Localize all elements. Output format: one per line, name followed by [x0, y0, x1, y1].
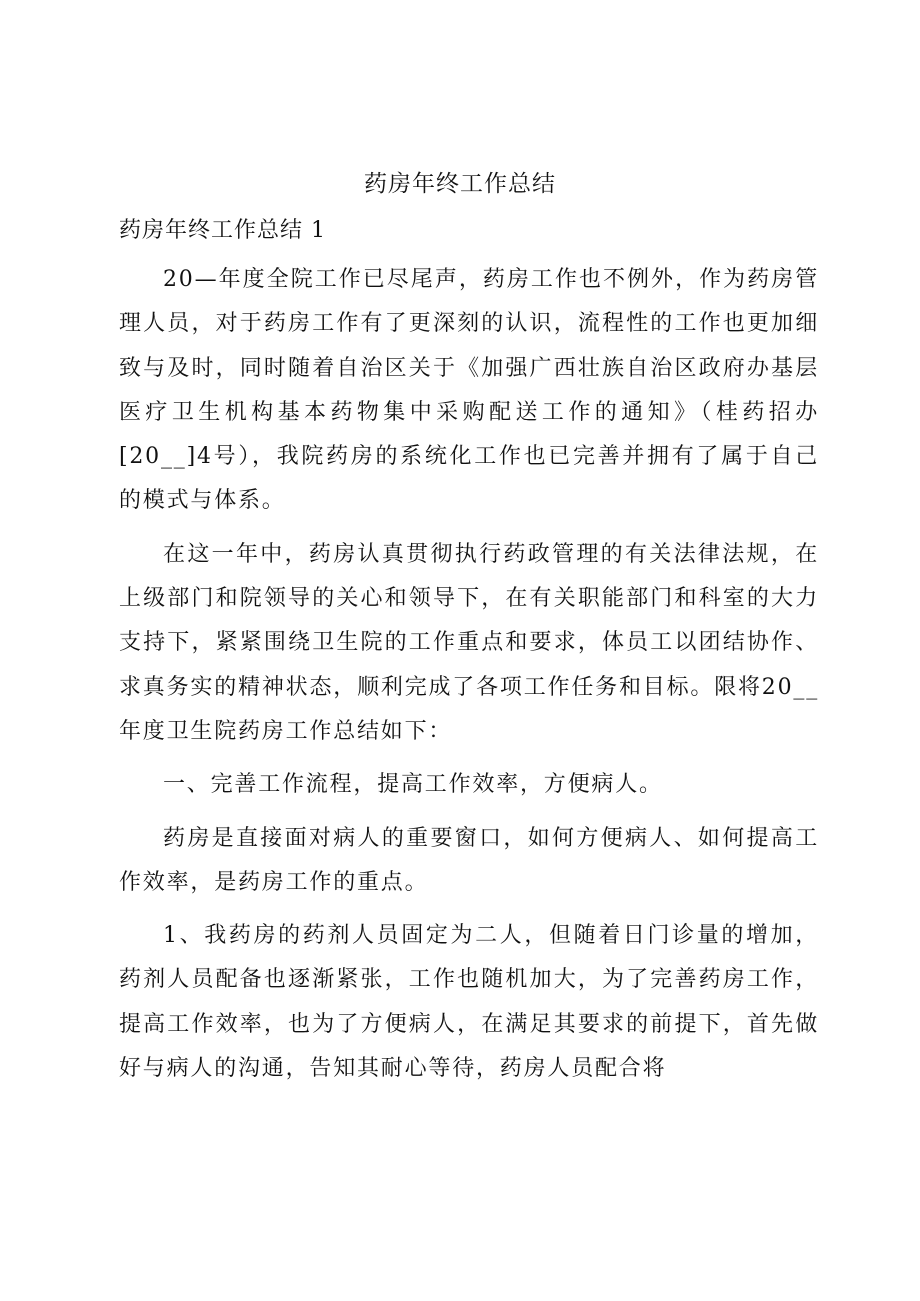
paragraph-overview: 在这一年中，药房认真贯彻执行药政管理的有关法律法规，在上级部门和院领导的关心和领导下，在有关职能部门和科室的大力支持下，紧紧围绕卫生院的工作重点和要求，体员工以团结协作、求真务实的精神状态，顺利完成了各项工作任务和目标。限将20__年度卫生院药房工作总结如下： [119, 541, 819, 744]
paragraph-heading-one: 一、完善工作流程，提高工作效率，方便病人。 [163, 772, 663, 798]
paragraph-intro: 20—年度全院工作已尽尾声，药房工作也不例外，作为药房管理人员，对于药房工作有了更深刻的认识，流程性的工作也更加细致与及时，同时随着自治区关于《加强广西壮族自治区政府办基层医疗卫生机构基本药物集中采购配送工作的通知》（桂药招办[20__]4号），我院药房的系统化工作也已完善并拥有了属于自己的模式与体系。 [119, 267, 819, 514]
section-heading: 药房年终工作总结 1 [119, 218, 326, 243]
paragraph-window: 药房是直接面对病人的重要窗口，如何方便病人、如何提高工作效率，是药房工作的重点。 [119, 825, 819, 895]
paragraph-item-one: 1、我药房的药剂人员固定为二人，但随着日门诊量的增加，药剂人员配备也逐渐紧张，工作也随机加大，为了完善药房工作，提高工作效率，也为了方便病人，在满足其要求的前提下，首先做好与病人的沟通，告知其耐心等待，药房人员配合将 [119, 923, 819, 1082]
document-body [119, 258, 819, 1100]
document-title: 药房年终工作总结 [364, 171, 556, 197]
